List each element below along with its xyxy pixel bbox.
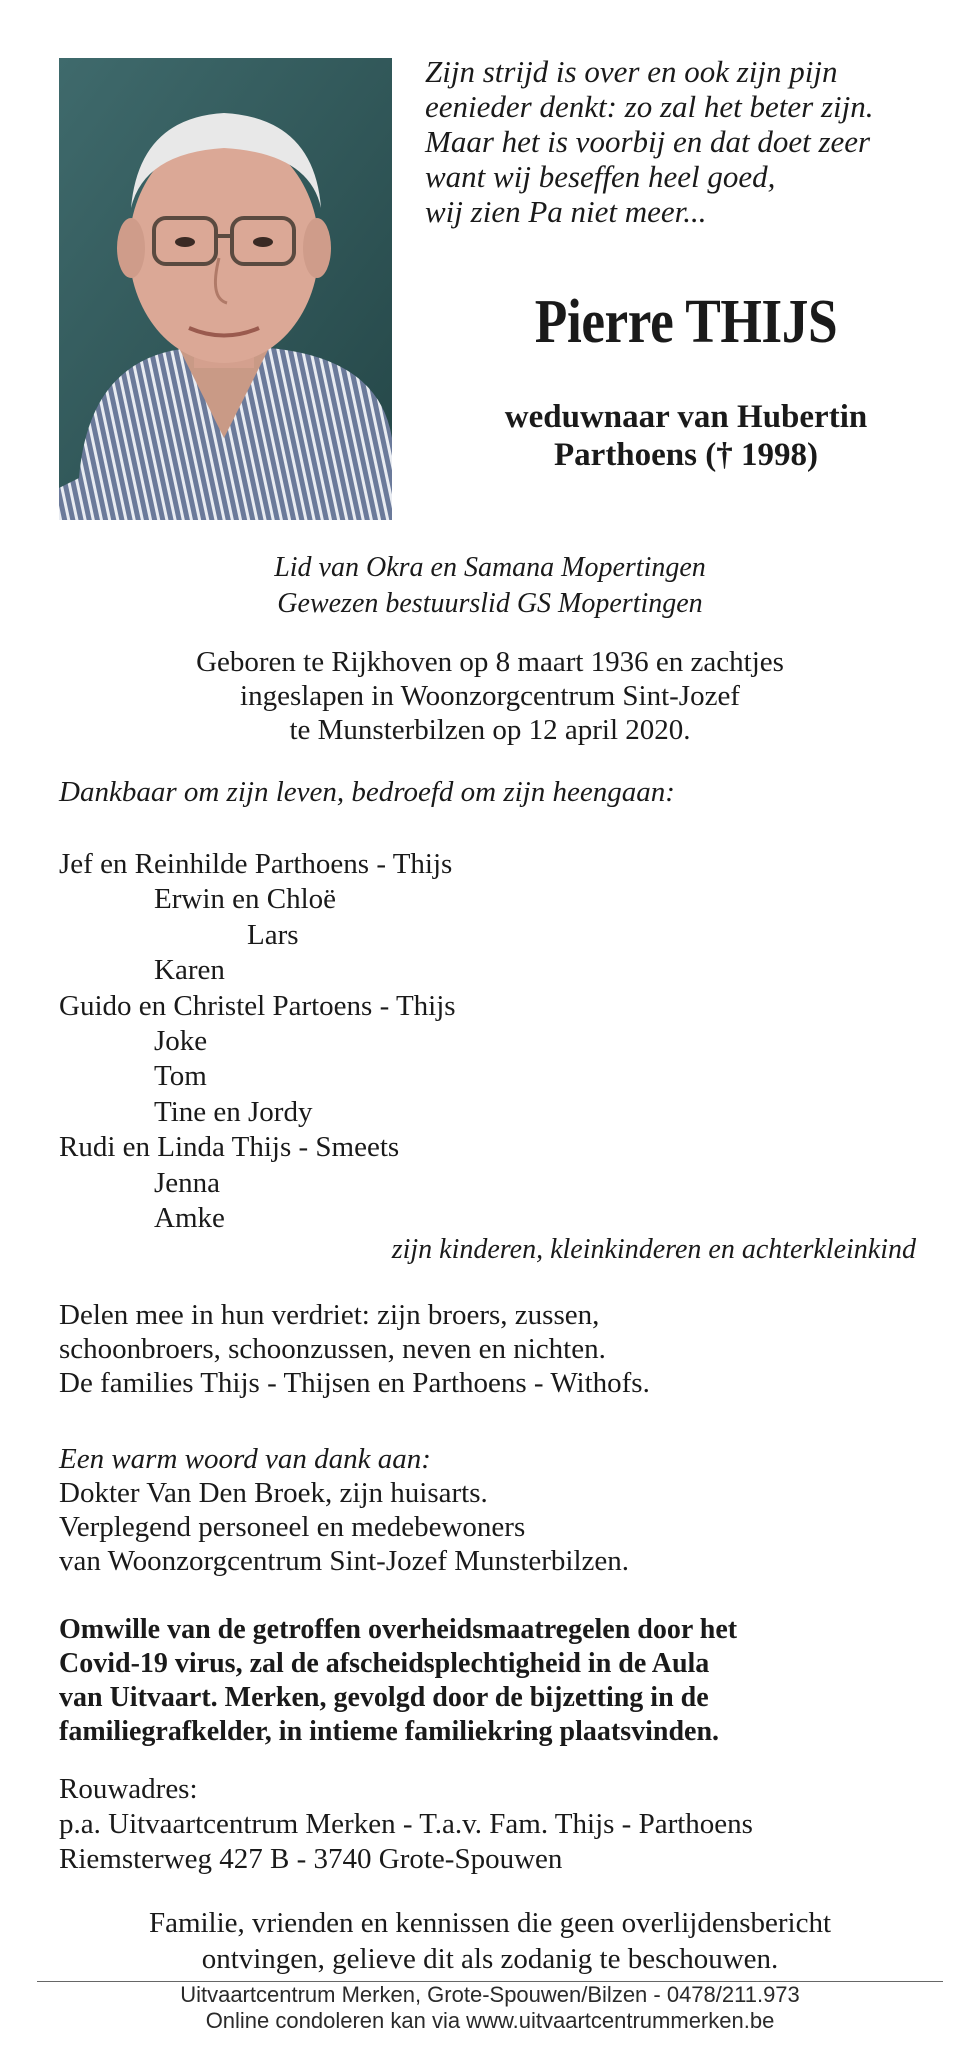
birth-death-line: Geboren te Rijkhoven op 8 maart 1936 en zachtjes bbox=[196, 646, 784, 678]
poem-line: wij zien Pa niet meer... bbox=[425, 194, 707, 229]
covid-line: familiegrafkelder, in intieme familiekring plaatsvinden. bbox=[59, 1716, 720, 1747]
portrait-photo bbox=[59, 58, 392, 520]
widower-line: weduwnaar van Hubertin bbox=[504, 399, 868, 435]
widower-statement bbox=[392, 398, 980, 474]
poem-line: Maar het is voorbij en dat doet zeer bbox=[425, 124, 871, 159]
family-member: Tom bbox=[154, 1060, 207, 1093]
family-member: Erwin en Chloë bbox=[154, 883, 337, 916]
thanks-line: Dokter Van Den Broek, zijn huisarts. bbox=[59, 1477, 488, 1509]
family-member: Tine en Jordy bbox=[154, 1095, 313, 1128]
family-member: Amke bbox=[154, 1202, 225, 1235]
thanks-intro: Een warm woord van dank aan: bbox=[59, 1443, 431, 1475]
family-member: Guido en Christel Partoens - Thijs bbox=[59, 989, 456, 1022]
grateful-line: Dankbaar om zijn leven, bedroefd om zijn heengaan: bbox=[59, 776, 675, 808]
widower-line: Parthoens († 1998) bbox=[554, 437, 818, 473]
share-grief bbox=[59, 1298, 939, 1400]
birth-death-line: ingeslapen in Woonzorgcentrum Sint-Jozef bbox=[240, 680, 740, 712]
covid-notice bbox=[59, 1613, 939, 1749]
poem bbox=[425, 54, 945, 229]
birth-death-statement bbox=[0, 645, 980, 747]
final-note bbox=[0, 1905, 980, 1977]
final-line: ontvingen, gelieve dit als zodanig te beschouwen. bbox=[201, 1943, 779, 1975]
share-line: schoonbroers, schoonzussen, neven en nichten. bbox=[59, 1333, 606, 1365]
family-member: Jef en Reinhilde Parthoens - Thijs bbox=[59, 848, 453, 880]
family-member: Lars bbox=[247, 918, 299, 951]
family-signature: zijn kinderen, kleinkinderen en achterkleinkind bbox=[391, 1234, 916, 1265]
mourning-address bbox=[59, 1772, 939, 1877]
thanks-line: Verplegend personeel en medebewoners bbox=[59, 1511, 526, 1543]
address-line: p.a. Uitvaartcentrum Merken - T.a.v. Fam. Thijs - Parthoens bbox=[59, 1808, 753, 1840]
poem-line: Zijn strijd is over en ook zijn pijn bbox=[425, 54, 838, 89]
birth-death-line: te Munsterbilzen op 12 april 2020. bbox=[289, 714, 691, 746]
family-member: Jenna bbox=[154, 1166, 221, 1199]
thanks-section bbox=[59, 1442, 939, 1578]
covid-line: Covid-19 virus, zal de afscheidsplechtigheid in de Aula bbox=[59, 1648, 710, 1679]
family-member: Rudi en Linda Thijs - Smeets bbox=[59, 1131, 400, 1164]
poem-line: want wij beseffen heel goed, bbox=[425, 159, 776, 194]
final-line: Familie, vrienden en kennissen die geen overlijdensbericht bbox=[148, 1907, 832, 1939]
deceased-name: Pierre THIJS bbox=[534, 288, 838, 356]
thanks-line: van Woonzorgcentrum Sint-Jozef Munsterbilzen. bbox=[59, 1545, 630, 1577]
memberships bbox=[0, 550, 980, 622]
family-member: Karen bbox=[154, 954, 225, 987]
family-member: Joke bbox=[154, 1025, 208, 1058]
address-line: Riemsterweg 427 B - 3740 Grote-Spouwen bbox=[59, 1843, 563, 1875]
address-line: Rouwadres: bbox=[59, 1773, 198, 1805]
footer-line: Online condoleren kan via www.uitvaartcentrummerken.be bbox=[205, 2008, 775, 2033]
footer-line: Uitvaartcentrum Merken, Grote-Spouwen/Bilzen - 0478/211.973 bbox=[180, 1982, 800, 2007]
covid-line: van Uitvaart. Merken, gevolgd door de bijzetting in de bbox=[59, 1682, 709, 1713]
poem-line: eenieder denkt: zo zal het beter zijn. bbox=[425, 89, 874, 124]
share-line: De families Thijs - Thijsen en Parthoens - Withofs. bbox=[59, 1367, 650, 1399]
family-list bbox=[59, 847, 959, 1236]
footer bbox=[0, 1982, 980, 2034]
covid-line: Omwille van de getroffen overheidsmaatregelen door het bbox=[59, 1614, 738, 1645]
membership-line: Gewezen bestuurslid GS Mopertingen bbox=[277, 588, 703, 619]
membership-line: Lid van Okra en Samana Mopertingen bbox=[274, 552, 706, 583]
share-line: Delen mee in hun verdriet: zijn broers, zussen, bbox=[59, 1299, 600, 1331]
